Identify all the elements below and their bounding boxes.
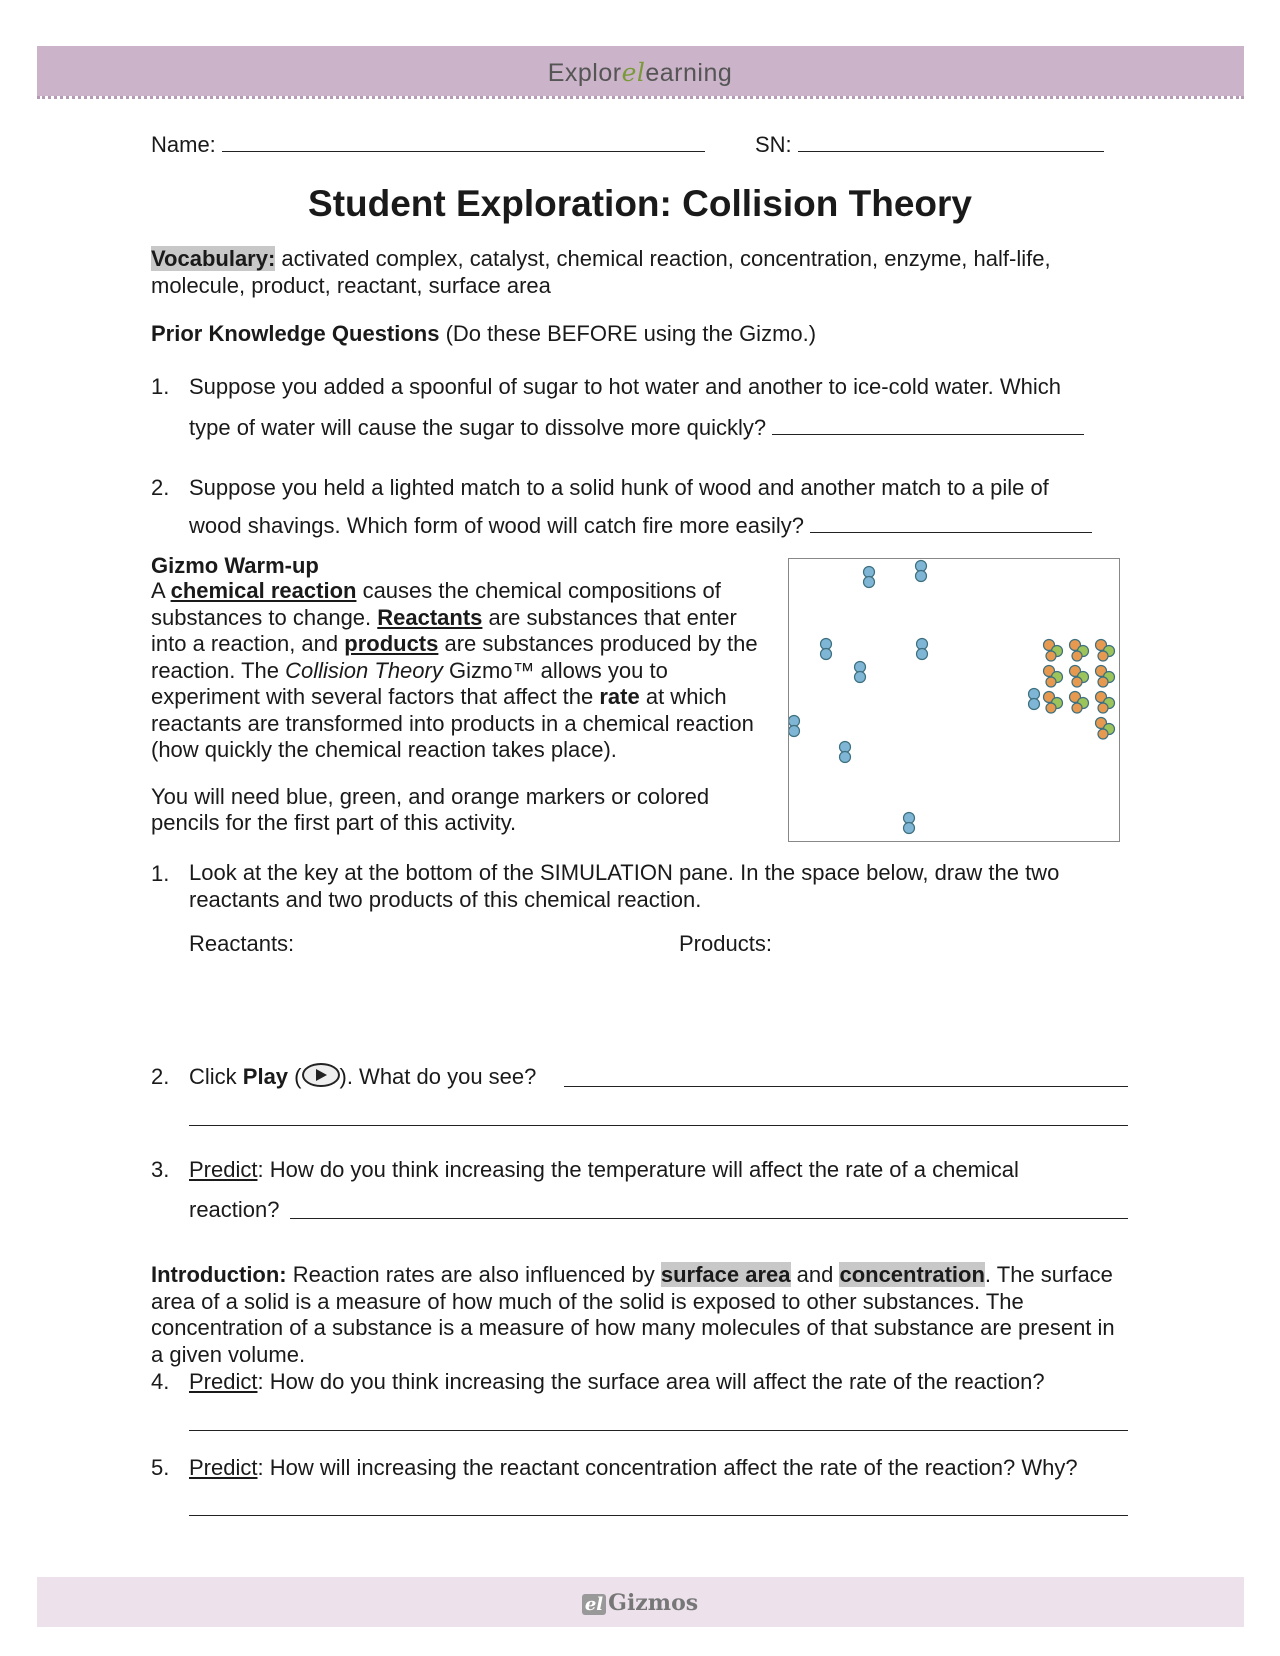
reactant-molecule: [916, 571, 927, 582]
pk-q1-answer-field[interactable]: [772, 414, 1084, 435]
product-molecule: [1098, 703, 1108, 713]
gizmos-logo: el Gizmos: [0, 1590, 1280, 1616]
reactant-molecule: [904, 813, 915, 824]
pk-q2-number: 2.: [151, 475, 170, 500]
w-q3-number: 3.: [151, 1157, 170, 1182]
reactant-molecule: [917, 649, 928, 660]
reactant-molecule: [917, 639, 928, 650]
reactants-label: Reactants:: [189, 931, 295, 956]
name-field[interactable]: [222, 131, 705, 152]
product-molecule: [1072, 651, 1082, 661]
header-divider: [37, 96, 1244, 99]
w-q2-answer-line-1[interactable]: [564, 1086, 1128, 1087]
page-title: Student Exploration: Collision Theory: [308, 183, 972, 224]
gizmo-name: Collision Theory: [285, 657, 443, 683]
introduction: Introduction: Reaction rates are also influenced by surface area and concentration. The surface area of a solid is a measure of how much of the solid is exposed to other substances. The concentration of a substance is a measure of how many molecules of that substance are present in a given volume.: [151, 1262, 1115, 1367]
w-q1-number: 1.: [151, 861, 170, 886]
name-label: Name:: [151, 132, 216, 157]
w-q3-line2: reaction?: [189, 1197, 280, 1222]
pk-q2-line2: wood shavings. Which form of wood will catch fire more easily?: [189, 512, 1092, 539]
play-word: Play: [242, 1064, 289, 1089]
w-q2-number: 2.: [151, 1064, 170, 1089]
product-molecule: [1072, 677, 1082, 687]
reactant-molecule: [855, 672, 866, 683]
q5-number: 5.: [151, 1455, 170, 1480]
reactant-molecule: [789, 726, 800, 737]
vocabulary-text: activated complex, catalyst, chemical reaction, concentration, enzyme, half-life, molecule, product, reactant, surface area: [151, 246, 1051, 298]
reactant-molecule: [789, 716, 800, 727]
pk-q1-line1: Suppose you added a spoonful of sugar to hot water and another to ice-cold water. Which: [189, 374, 1061, 399]
warmup-heading: Gizmo Warm-up: [151, 553, 319, 578]
term-surface-area: surface area: [660, 1262, 791, 1287]
q4-number: 4.: [151, 1369, 170, 1394]
w-q2-answer-line-2[interactable]: [189, 1125, 1128, 1126]
term-concentration: concentration: [839, 1262, 985, 1287]
prior-knowledge-heading: Prior Knowledge Questions (Do these BEFORE using the Gizmo.): [151, 321, 817, 346]
product-molecule: [1098, 651, 1108, 661]
products-label: Products:: [679, 931, 772, 956]
product-molecule: [1098, 677, 1108, 687]
q4-text: Predict: How do you think increasing the surface area will affect the rate of the reaction?: [189, 1369, 1045, 1394]
sn-label: SN:: [755, 132, 792, 157]
pk-q1-line2: type of water will cause the sugar to dissolve more quickly?: [189, 414, 1084, 441]
term-reactants: Reactants: [377, 604, 483, 630]
product-molecule: [1098, 729, 1108, 739]
w-q3-answer-line[interactable]: [290, 1218, 1128, 1219]
term-rate: rate: [599, 684, 640, 709]
reactant-molecule: [1029, 689, 1040, 700]
vocabulary-label: Vocabulary:: [151, 246, 276, 271]
product-molecule: [1072, 703, 1082, 713]
warmup-paragraph: A chemical reaction causes the chemical compositions of substances to change. Reactants are substances that enter into a reaction, and products are substances produced by the reaction. The Collision Theory Gizmo™ allows you to experiment with several factors that affect the rate at which reactants are transformed into products in a chemical reaction (how quickly the chemical reaction takes place).: [151, 578, 758, 762]
term-products: products: [344, 631, 439, 656]
reactant-molecule: [864, 577, 875, 588]
w-q3-line1: Predict: How do you think increasing the temperature will affect the rate of a chemical: [189, 1157, 1019, 1182]
simulation-image: [788, 558, 1120, 842]
reactant-molecule: [855, 662, 866, 673]
product-molecule: [1046, 677, 1056, 687]
reactant-molecule: [916, 561, 927, 572]
term-chemical-reaction: chemical reaction: [170, 578, 357, 603]
brand-logo: Explorelearning: [547, 58, 733, 87]
pk-q1-number: 1.: [151, 374, 170, 399]
simulation-molecules: [789, 559, 1119, 841]
w-q1-text: Look at the key at the bottom of the SIMULATION pane. In the space below, draw the two reactants and two products of this chemical reaction.: [189, 860, 1060, 912]
w-q2-text: Click Play ( ). What do you see?: [189, 1064, 537, 1089]
reactant-molecule: [821, 639, 832, 650]
reactant-molecule: [840, 742, 851, 753]
reactant-molecule: [1029, 699, 1040, 710]
pk-q2-line1: Suppose you held a lighted match to a solid hunk of wood and another match to a pile of: [189, 475, 1049, 500]
markers-note: You will need blue, green, and orange markers or colored pencils for the first part of this activity.: [151, 784, 710, 835]
sn-row: [755, 131, 1104, 158]
reactant-molecule: [821, 649, 832, 660]
product-molecule: [1046, 703, 1056, 713]
sn-field[interactable]: [798, 131, 1104, 152]
product-molecule: [1046, 651, 1056, 661]
reactant-molecule: [864, 567, 875, 578]
vocabulary: [151, 245, 1111, 299]
name-row: [151, 131, 705, 158]
reactant-molecule: [840, 752, 851, 763]
pk-q2-answer-field[interactable]: [810, 512, 1092, 533]
play-icon: [302, 1063, 340, 1087]
q5-text: Predict: How will increasing the reactant concentration affect the rate of the reaction? Why?: [189, 1455, 1078, 1480]
q5-answer-line[interactable]: [189, 1515, 1128, 1516]
reactant-molecule: [904, 823, 915, 834]
q4-answer-line[interactable]: [189, 1430, 1128, 1431]
